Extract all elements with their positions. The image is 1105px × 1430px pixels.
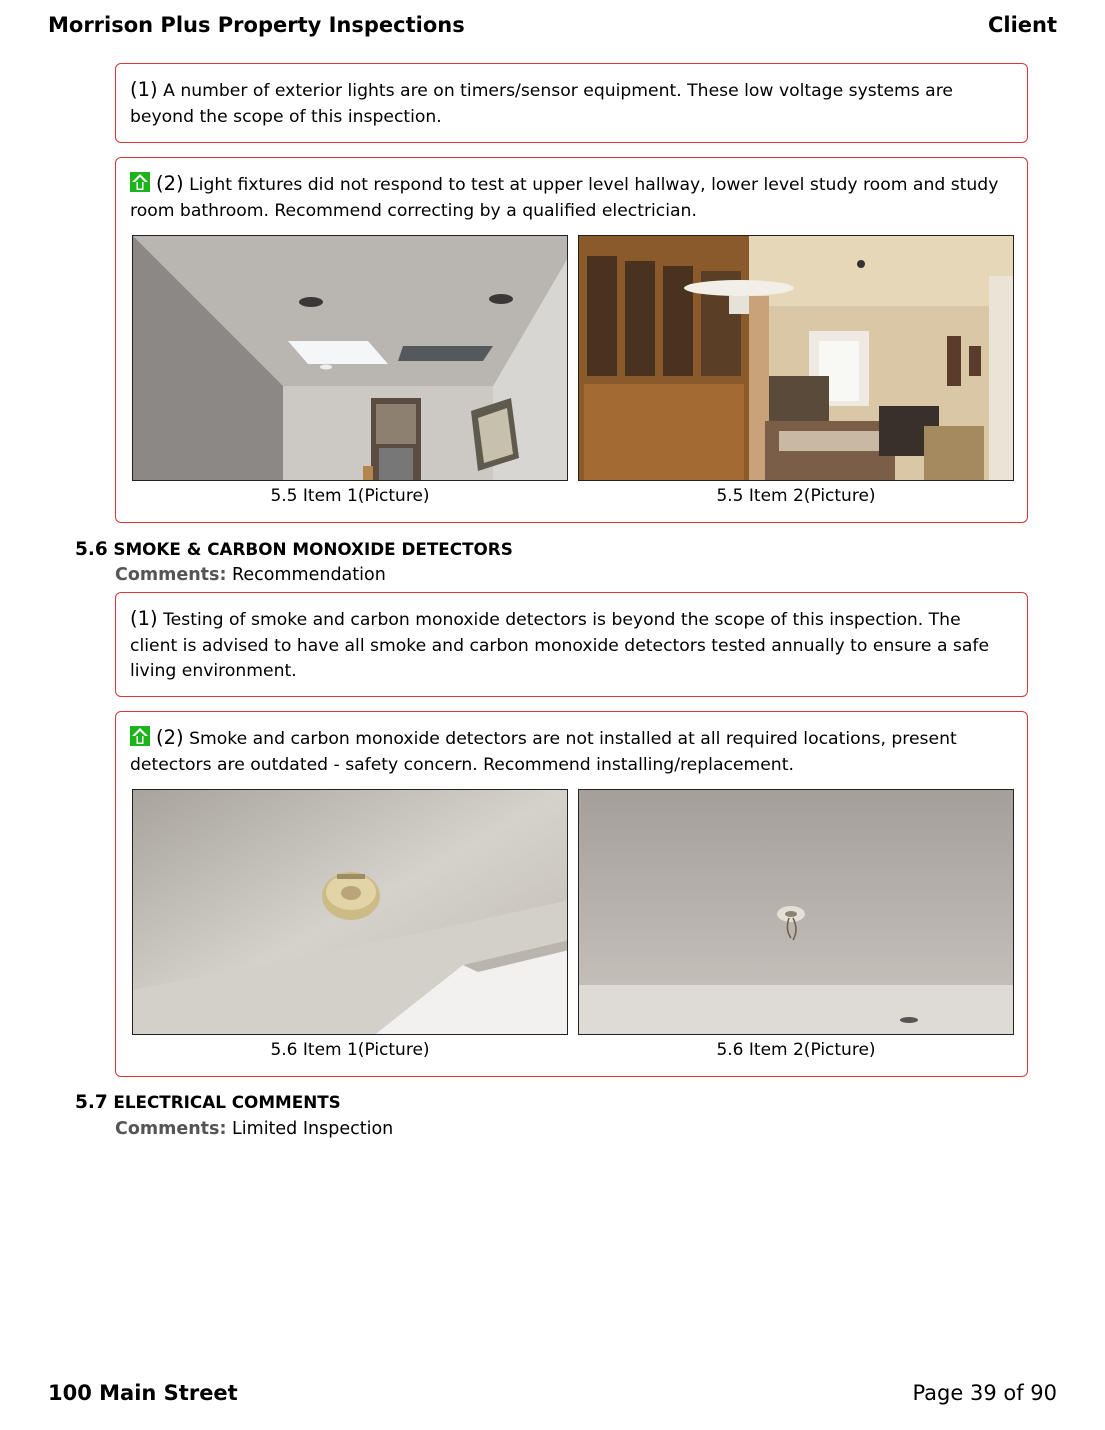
note-text: (2) Light fixtures did not respond to test at upper level hallway, lower level study room and study room bathroom. Recommend correcting by a qualified electrician.	[130, 172, 999, 221]
green-up-arrow-icon	[130, 172, 150, 192]
note-text: (2) Smoke and carbon monoxide detectors are not installed at all required locations, present detectors are outdated - safety concern. Recommend installing/replacement.	[130, 726, 957, 775]
section-title-5-6: 5.6 SMOKE & CARBON MONOXIDE DETECTORS	[75, 539, 513, 560]
section-title-5-7: 5.7 ELECTRICAL COMMENTS	[75, 1092, 341, 1113]
missing-detector-photo[interactable]	[578, 789, 1014, 1035]
note-5-5-2	[115, 157, 1028, 523]
note-text: (1) Testing of smoke and carbon monoxide detectors is beyond the scope of this inspection. The client is advised to have all smoke and carbon monoxide detectors tested annually to ensure a safe living environment.	[130, 607, 990, 681]
photo-caption: 5.6 Item 2(Picture)	[716, 1040, 876, 1060]
company-name: Morrison Plus Property Inspections	[48, 13, 465, 37]
note-text: (1) A number of exterior lights are on timers/sensor equipment. These low voltage systems are beyond the scope of this inspection.	[130, 78, 953, 127]
comments-5-6: Comments: Recommendation	[115, 565, 386, 585]
living-room-photo[interactable]	[578, 235, 1014, 481]
client-label: Client	[987, 13, 1057, 37]
comments-5-7: Comments: Limited Inspection	[115, 1119, 394, 1139]
hallway-photo[interactable]	[132, 235, 568, 481]
photo-caption: 5.5 Item 2(Picture)	[716, 486, 876, 506]
note-5-6-2	[115, 711, 1028, 1077]
page-number: Page 39 of 90	[912, 1381, 1057, 1405]
note-5-6-1	[115, 592, 1028, 697]
photo-caption: 5.6 Item 1(Picture)	[270, 1040, 430, 1060]
property-address: 100 Main Street	[48, 1381, 238, 1405]
smoke-detector-photo[interactable]	[132, 789, 568, 1035]
photo-caption: 5.5 Item 1(Picture)	[270, 486, 430, 506]
green-up-arrow-icon	[130, 726, 150, 746]
note-5-5-1	[115, 63, 1028, 143]
